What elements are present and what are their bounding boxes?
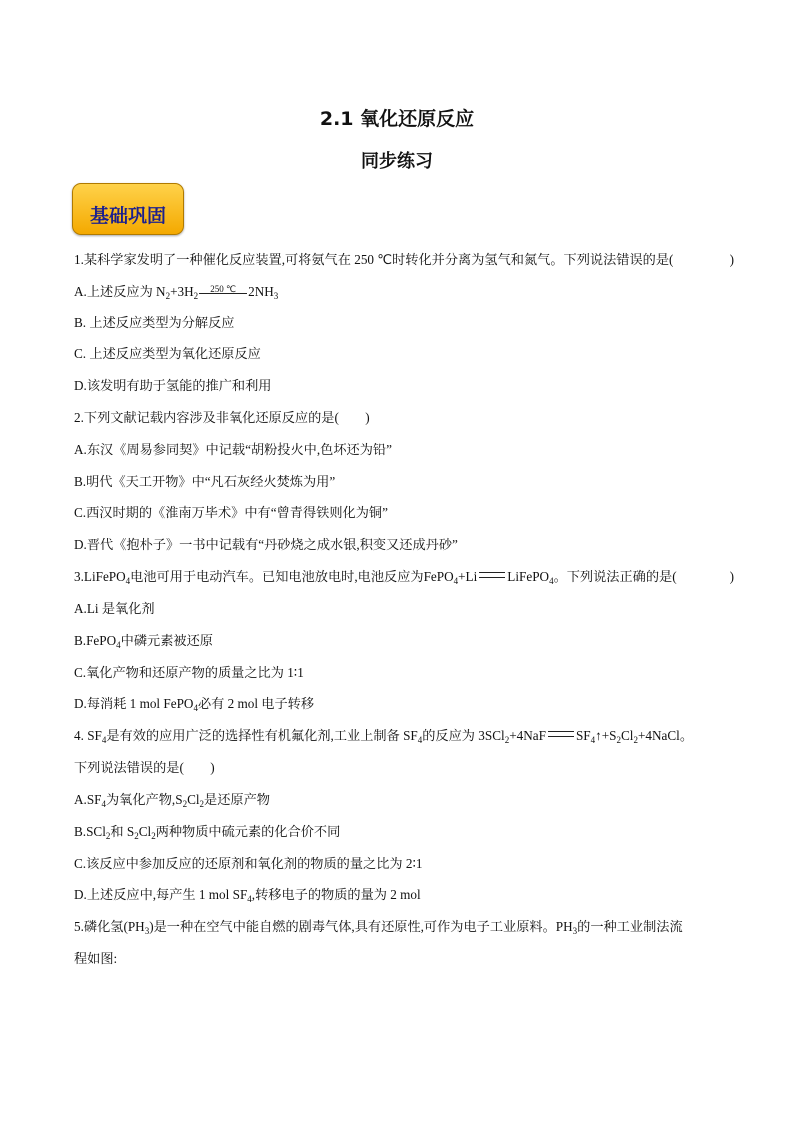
q4-a-text: 是还原产物: [204, 792, 270, 807]
q1-a-text: +3H: [170, 284, 194, 299]
q4-d-subscript: 4: [247, 894, 252, 904]
reaction-condition-label: 250 ℃: [210, 284, 237, 294]
q1-stem-text: 1.某科学家发明了一种催化反应装置,可将氨气在 250 ℃时转化并分离为氢气和氮气。下列说法错误的是(: [74, 252, 674, 267]
reaction-equals-sign: [479, 572, 505, 578]
q4-subscript: 2: [633, 735, 638, 745]
q4-a-text: 为氧化产物,S: [106, 792, 183, 807]
q4-b-text: 和 S: [110, 824, 135, 839]
q1-a-subscript: 2: [165, 291, 171, 301]
q4-a-subscript: 4: [101, 799, 106, 809]
q1-a-text: 2NH: [248, 284, 274, 299]
q3-b-text: 中磷元素被还原: [120, 633, 213, 648]
q2-option-c: C.西汉时期的《淮南万毕术》中有“曾青得铁则化为铜”: [74, 505, 388, 520]
q4-stem: [74, 727, 734, 745]
q3-subscript: 4: [453, 576, 459, 586]
q4-d-text: ,转移电子的物质的量为 2 mol: [251, 887, 421, 902]
q3-option-c: C.氧化产物和还原产物的质量之比为 1∶1: [74, 665, 304, 680]
q4-b-text: Cl: [138, 824, 152, 839]
q4-stem-text: 4. SF: [74, 728, 102, 743]
q1-option-d: D.该发明有助于氢能的推广和利用: [74, 378, 272, 393]
q3-subscript: 4: [549, 576, 554, 586]
q3-option-d: [74, 695, 734, 713]
q5-stem-text: )是一种在空气中能自燃的剧毒气体,具有还原性,可作为电子工业原料。PH: [149, 919, 573, 934]
q1-option-c: C. 上述反应类型为氧化还原反应: [74, 346, 261, 361]
q3-stem-text: +Li: [458, 569, 478, 584]
q1-a-subscript: 3: [273, 291, 279, 301]
q4-stem-text: SF: [575, 728, 591, 743]
q4-a-text: Cl: [187, 792, 200, 807]
q4-subscript: 4: [590, 735, 596, 745]
q5-stem-line2: 程如图:: [74, 951, 118, 966]
q3-b-text: B.FePO: [74, 633, 117, 648]
q1-a-text: A.上述反应为 N: [74, 284, 166, 299]
reaction-condition-line: [199, 293, 247, 294]
q1-close-paren: ): [729, 252, 734, 267]
q4-subscript: 4: [417, 735, 423, 745]
q4-a-subscript: 2: [199, 799, 205, 809]
q4-option-c: C.该反应中参加反应的还原剂和氧化剂的物质的量之比为 2∶1: [74, 856, 423, 871]
q4-b-text: B.SCl: [74, 824, 106, 839]
q4-stem-line2: 下列说法错误的是( ): [74, 760, 215, 775]
q4-b-subscript: 2: [105, 831, 111, 841]
q2-option-b: B.明代《天工开物》中“凡石灰经火焚炼为用”: [74, 474, 336, 489]
q1-a-subscript: 2: [193, 291, 199, 301]
q1-option-a: [74, 283, 734, 301]
q3-option-b: [74, 632, 734, 650]
q4-subscript: 4: [101, 735, 107, 745]
q4-b-subscript: 2: [134, 831, 139, 841]
q3-d-text: D.每消耗 1 mol FePO: [74, 696, 194, 711]
q4-b-subscript: 2: [151, 831, 156, 841]
document-subtitle: 同步练习: [361, 151, 433, 172]
q3-b-subscript: 4: [116, 640, 121, 650]
q3-d-subscript: 4: [193, 703, 198, 713]
q4-subscript: 2: [616, 735, 621, 745]
q4-stem-text: 的反应为 3SCl: [422, 728, 505, 743]
q5-stem: [74, 918, 734, 936]
q2-option-a: A.东汉《周易参同契》中记载“胡粉投火中,色坏还为铅”: [74, 442, 392, 457]
q4-subscript: 2: [504, 735, 510, 745]
section-badge: [72, 183, 184, 235]
q4-option-a: [74, 791, 734, 809]
q4-stem-text: 是有效的应用广泛的选择性有机氟化剂,工业上制备 SF: [106, 728, 418, 743]
q5-subscript: 3: [572, 926, 578, 936]
q2-stem: 2.下列文献记载内容涉及非氧化还原反应的是( ): [74, 410, 370, 425]
q5-subscript: 3: [144, 926, 150, 936]
q4-option-d: [74, 886, 734, 904]
q3-stem-text: LiFePO: [507, 569, 550, 584]
q5-stem-text: 5.磷化氢(PH: [74, 919, 145, 934]
section-badge-label: 基础巩固: [89, 204, 166, 227]
q4-d-text: D.上述反应中,每产生 1 mol SF: [74, 887, 248, 902]
document-title: 2.1 氧化还原反应: [319, 108, 475, 130]
q3-stem-text: 3.LiFePO: [74, 569, 126, 584]
q3-close-paren: ): [729, 569, 734, 584]
q1-option-b: B. 上述反应类型为分解反应: [74, 315, 235, 330]
q4-stem-text: ↑+S: [595, 728, 617, 743]
q4-a-text: A.SF: [74, 792, 102, 807]
reaction-equals-sign: [548, 731, 574, 737]
q4-stem-text: +4NaCl。: [637, 728, 694, 743]
q2-option-d: D.晋代《抱朴子》一书中记载有“丹砂烧之成水银,积变又还成丹砂”: [74, 537, 458, 552]
q4-a-subscript: 2: [182, 799, 188, 809]
q3-stem: [74, 568, 734, 586]
q3-option-a: A.Li 是氧化剂: [74, 601, 155, 616]
q4-b-text: 两种物质中硫元素的化合价不同: [155, 824, 341, 839]
q3-d-text: 必有 2 mol 电子转移: [197, 696, 315, 711]
q3-stem-text: 。下列说法正确的是(: [553, 569, 677, 584]
q3-stem-text: 电池可用于电动汽车。已知电池放电时,电池反应为FePO: [130, 569, 454, 584]
q1-stem: [74, 251, 734, 269]
q5-stem-text: 的一种工业制法流: [577, 919, 683, 934]
q3-subscript: 4: [125, 576, 131, 586]
q4-stem-text: +4NaF: [509, 728, 546, 743]
q4-stem-text: Cl: [620, 728, 634, 743]
reaction-condition-arrow: [199, 283, 247, 301]
q4-option-b: [74, 823, 734, 841]
